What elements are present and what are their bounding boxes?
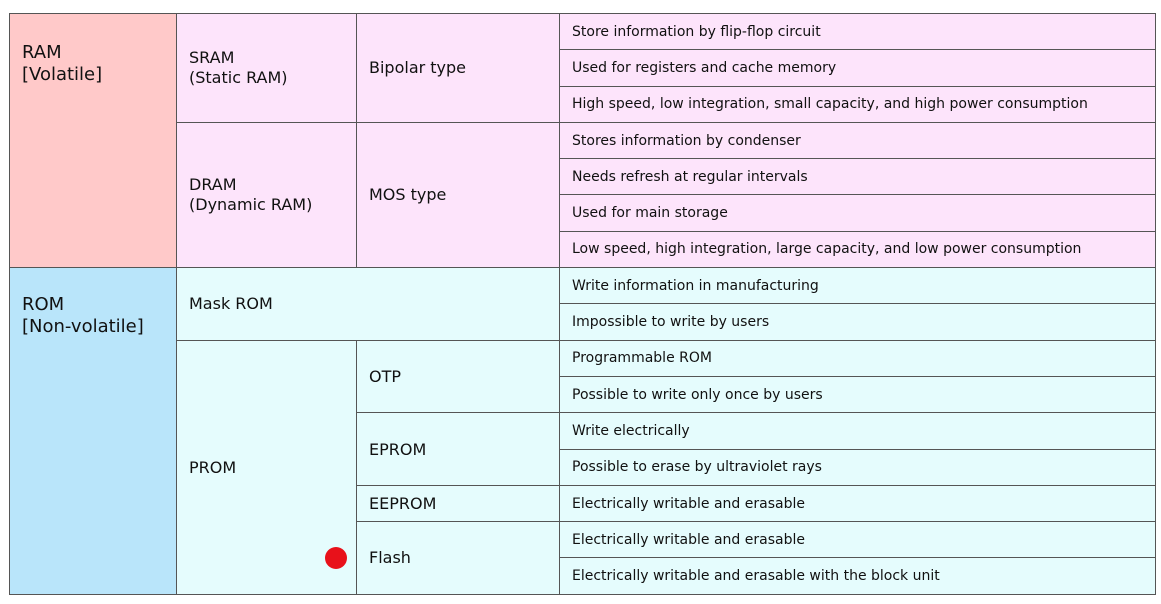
sram-name: SRAM <box>189 47 235 67</box>
sram-full-name: (Static RAM) <box>189 67 288 87</box>
sram-desc-3: High speed, low integration, small capacity, and high power consumption <box>560 86 1156 122</box>
dram-desc-3: Used for main storage <box>560 195 1156 231</box>
sram-cell <box>177 14 357 123</box>
dram-type-cell: MOS type <box>357 122 560 267</box>
dram-full-name: (Dynamic RAM) <box>189 194 313 214</box>
table-row <box>10 14 1156 50</box>
flash-desc-2: Electrically writable and erasable with the block unit <box>560 558 1156 594</box>
rom-title: ROM <box>22 294 65 316</box>
ram-subtitle: [Volatile] <box>22 64 103 85</box>
rom-category-cell <box>10 268 177 595</box>
dram-desc-4: Low speed, high integration, large capacity, and low power consumption <box>560 231 1156 267</box>
otp-desc-2: Possible to write only once by users <box>560 376 1156 412</box>
sram-desc-1: Store information by flip-flop circuit <box>560 14 1156 50</box>
ram-category-cell <box>10 14 177 268</box>
memory-types-table <box>9 13 1156 595</box>
table-row <box>10 268 1156 304</box>
ram-title: RAM <box>22 42 62 63</box>
dram-name: DRAM <box>189 174 237 194</box>
table-row <box>10 122 1156 158</box>
flash-name: Flash <box>369 548 411 568</box>
sram-type-cell: Bipolar type <box>357 14 560 123</box>
dram-cell <box>177 122 357 267</box>
dram-desc-2: Needs refresh at regular intervals <box>560 159 1156 195</box>
flash-desc-1: Electrically writable and erasable <box>560 522 1156 558</box>
prom-cell: PROM <box>177 340 357 594</box>
mask-rom-cell: Mask ROM <box>177 268 560 341</box>
eeprom-cell: EEPROM <box>357 485 560 521</box>
eprom-cell: EPROM <box>357 413 560 486</box>
dram-desc-1: Stores information by condenser <box>560 122 1156 158</box>
red-dot-marker <box>325 547 347 569</box>
eprom-desc-2: Possible to erase by ultraviolet rays <box>560 449 1156 485</box>
table-row <box>10 340 1156 376</box>
mask-rom-desc-2: Impossible to write by users <box>560 304 1156 340</box>
eprom-desc-1: Write electrically <box>560 413 1156 449</box>
flash-cell <box>357 522 560 595</box>
mask-rom-desc-1: Write information in manufacturing <box>560 268 1156 304</box>
otp-cell: OTP <box>357 340 560 413</box>
eeprom-desc-1: Electrically writable and erasable <box>560 485 1156 521</box>
sram-desc-2: Used for registers and cache memory <box>560 50 1156 86</box>
otp-desc-1: Programmable ROM <box>560 340 1156 376</box>
rom-subtitle: [Non-volatile] <box>22 316 144 338</box>
